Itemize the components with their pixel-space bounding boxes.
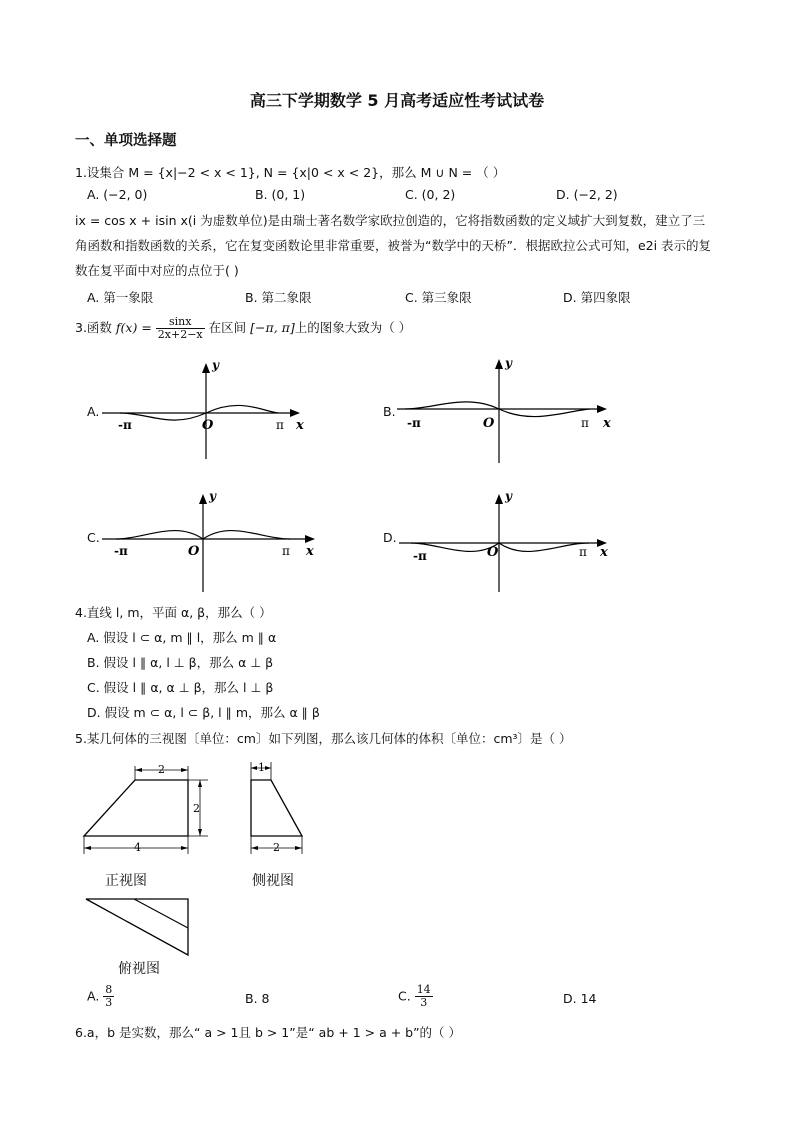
graph-d-pi: π [579,545,587,559]
graph-b-label: B. [383,404,396,419]
top-view-label: 俯视图 [118,961,160,977]
graph-b-neg-pi: -π [407,416,421,430]
question-5-stem: 5.某几何体的三视图〔单位：cm〕如下列图，那么该几何体的体积〔单位：cm³〕是（ ） [75,731,572,746]
question-6-stem: 6.a，b 是实数，那么“ a > 1且 b > 1”是“ ab + 1 > a + b”的（ ） [75,1025,462,1040]
q5-option-a-den: 3 [105,995,113,1009]
graph-c-origin: O [188,544,200,559]
graph-d [397,488,617,593]
page-title: 高三下学期数学 5 月高考适应性考试试卷 [249,91,545,110]
graph-b-origin: O [483,416,495,431]
graph-c-label: C. [87,530,100,545]
q5-option-a-num: 8 [105,983,113,996]
graph-d-origin: O [487,545,499,560]
graph-d-label: D. [383,530,397,545]
q5-option-c-fraction [415,984,433,1008]
graph-a [100,355,320,460]
graph-c-x: x [306,544,314,559]
q4-option-d: D. 假设 m ⊂ α, l ⊂ β, l ∥ m，那么 α ∥ β [87,705,320,720]
side-view [245,760,315,865]
q2-option-d: D. 第四象限 [563,290,631,305]
graph-c-neg-pi: -π [114,544,128,558]
question-1-stem: 1.设集合 M = {x|−2 < x < 1}, N = {x|0 < x < 2}，那么 M ∪ N = （ ） [75,165,506,180]
graph-a-y: y [212,358,219,372]
q2-option-c: C. 第三象限 [405,290,472,305]
front-view [80,760,215,865]
q3-mid: 在区间 [208,320,247,335]
section-heading: 一、单项选择题 [75,133,177,149]
q5-option-c-num: 14 [416,983,431,996]
side-bottom-dim: 2 [273,841,280,854]
q3-interval: [−π, π] [250,320,295,335]
q5-option-a-label: A. [87,988,100,1004]
graph-b-y: y [505,356,512,370]
q4-option-a: A. 假设 l ⊂ α, m ∥ l，那么 m ∥ α [87,630,277,645]
graph-c-pi: π [282,544,290,558]
graph-c [100,488,320,593]
top-view [82,895,194,960]
graph-a-x: x [296,418,304,433]
front-height-dim: 2 [193,802,200,815]
graph-b [395,355,615,465]
q5-option-b: B. 8 [245,991,270,1006]
graph-b-x: x [603,416,611,431]
q1-option-d: D. (−2, 2) [556,187,618,202]
graph-d-y: y [505,489,512,503]
graph-b-pi: π [581,416,589,430]
q1-option-c: C. (0, 2) [405,187,456,202]
front-bottom-dim: 4 [134,841,141,854]
q3-suffix: 上的图象大致为（ ） [294,320,412,335]
graph-a-neg-pi: -π [118,418,132,432]
front-top-dim: 2 [158,763,165,776]
q1-option-b: B. (0, 1) [255,187,306,202]
q3-function: f(x) = [115,320,152,335]
q5-option-c-den: 3 [420,995,428,1009]
q3-prefix: 3.函数 [75,320,112,335]
graph-a-pi: π [276,418,284,432]
q3-denominator: 2x+2−x [157,328,203,341]
graph-d-neg-pi: -π [413,549,427,563]
q2-option-a: A. 第一象限 [87,290,154,305]
q4-option-b: B. 假设 l ∥ α, l ⊥ β，那么 α ⊥ β [87,655,274,670]
question-4-stem: 4.直线 l, m，平面 α, β，那么（ ） [75,605,272,620]
q5-option-d: D. 14 [563,991,597,1006]
q5-option-a-fraction [103,984,114,1008]
q4-option-c: C. 假设 l ∥ α, α ⊥ β，那么 l ⊥ β [87,680,274,695]
graph-a-origin: O [202,418,214,433]
side-view-label: 侧视图 [252,873,294,889]
q3-numerator: sinx [156,316,205,329]
graph-a-label: A. [87,404,100,419]
q5-option-c-label: C. [398,988,411,1004]
q1-option-a: A. (−2, 0) [87,187,148,202]
q5-option-a [87,984,114,1008]
q5-option-c [398,984,433,1008]
question-2-stem: ix = cos x + isin x(i 为虚数单位)是由瑞士著名数学家欧拉创造的，它将指数函数的定义域扩大到复数，建立了三角函数和指数函数的关系，它在复变函数论里非常重要，被誉为“数学中的天桥”．根据欧拉公式可知，e2i 表示的复数在复平面中对应的点位于( ) [75,213,712,278]
side-top-dim: 1 [258,761,265,774]
q2-option-b: B. 第二象限 [245,290,312,305]
graph-d-x: x [600,545,608,560]
question-3-stem [75,313,411,343]
front-view-label: 正视图 [105,873,147,889]
graph-c-y: y [209,489,216,503]
q3-fraction [156,316,205,340]
